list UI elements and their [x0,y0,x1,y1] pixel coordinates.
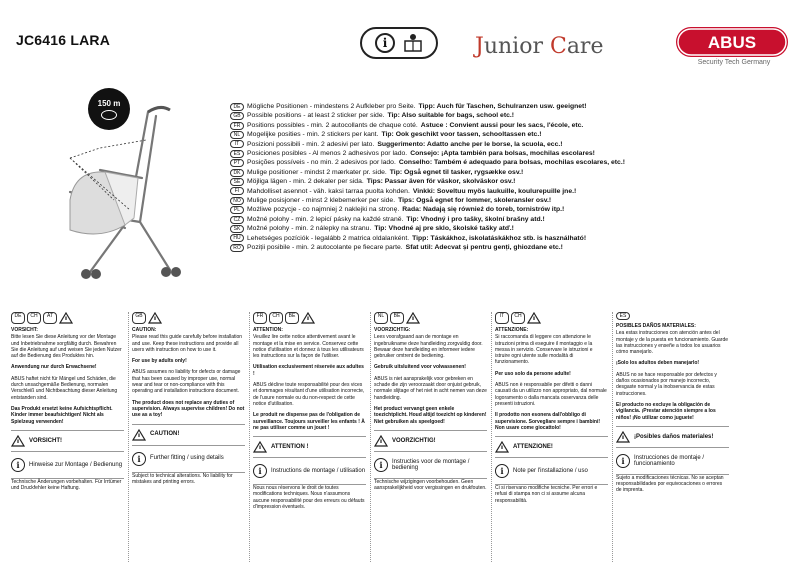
position-row: ES Posiciones posibles - Al menos 2 adhesivos por lado. Consejo: ¡Apta también para bolsas, mochilas escolares! [230,149,800,158]
language-flag: PL [230,206,244,214]
abus-tagline: Security Tech Germany [697,59,771,66]
language-flag: CZ [230,216,244,224]
column-heading: CAUTION: [132,327,157,333]
language-flag: SK [230,225,244,233]
warning-triangle-icon [11,435,25,447]
caution-label: VOORZICHTIG! [392,437,436,444]
position-row: PL Możliwe pozycje - co najmniej 2 naklejki na stronę. Rada: Nadają się również do toreb, tornistrów itp.! [230,205,800,214]
flag-group [253,312,366,324]
liability-text: ABUS décline toute responsabilité pour des vices et dommages résultant d'une utilisation incorrecte, de l'usure normale ou du non-respect de cette notice d'utilisation. [253,382,365,407]
intro-text: Lea estas instrucciones con atención antes del montaje y de la puesta en funcionamiento. Guarde las instrucciones y enseñe a todos los usuarios cómo manejarlo. [616,330,729,356]
read-manual-icon [403,33,423,53]
language-flag: PT [230,159,244,167]
supervision-warning: El producto no excluye la obligación de vigilancia. ¡Prestar atención siempre a los niños! ¡No utilizar como juguete! [616,401,716,421]
info-box [11,452,124,479]
liability-text: ABUS is niet aansprakelijk voor gebreken en schade die zijn veroorzaakt door onjuist gebruik, normale slijtage of het niet in acht nemen van deze handleiding. [374,375,487,401]
info-icon: i [374,458,388,472]
warning-triangle-icon [495,441,509,453]
position-row: CZ Možné polohy - min. 2 lepicí pásky na každé straně. Tip: Vhodný i pro tašky, školní brašny atd.! [230,215,800,224]
language-flag: NL [374,312,388,324]
stroller-illustration [30,100,230,280]
warning-triangle-icon [374,435,388,447]
flag-group [132,312,245,324]
language-flag: DE [11,312,25,324]
info-text: Note per l'installazione / uso [513,468,588,474]
position-row: PT Posições possíveis - no min. 2 adesivos por lado. Conselho: Também é adequado para bolsas, mochilas escolares, etc.! [230,158,800,167]
language-flag: IT [495,312,509,324]
caution-box [11,430,124,452]
language-flag: NL [230,131,244,139]
caution-label: CAUTION! [150,431,180,438]
position-row: GB Possible positions - at least 2 sticker per side. Tip: Also suitable for bags, school etc.! [230,111,800,120]
caution-box [374,430,487,452]
language-flag: GB [132,312,146,324]
warning-triangle-icon [59,312,73,324]
caution-box [495,436,608,458]
info-text: Further fitting / using details [150,455,224,462]
svg-text:ABUS: ABUS [707,33,757,52]
intro-text: Veuillez lire cette notice attentivement avant le montage et la mise en service. Conservez cette notice d'utilisation et donnez à tous les utilisateurs les instructions sur la façon de l'utiliser. [253,334,364,360]
sticker-positions-list [230,102,800,253]
footer-text: Nous nous réservons le droit de toutes modifications techniques. Nous n'assumons aucune responsabilité pour des erreurs ou défauts d'impression éventuels. [253,485,365,511]
column-heading: ATTENZIONE: [495,327,529,333]
info-box [132,446,245,473]
info-text: Instrucciones de montaje / funcionamiento [634,454,705,467]
language-flag: IT [230,140,244,148]
position-row: SE Möjliga lägen - min. 2 dekaler per sida. Tips: Passar även för väskor, skolväskor osv.! [230,177,800,186]
liability-text: ABUS no se hace responsable por defectos y daños ocasionados por manejo incorrecto, desgaste normal y la inobservancia de estas instrucciones. [616,371,717,397]
language-flag: AT [43,312,57,324]
position-row: HU Lehetséges pozíciók - legalább 2 matrica oldalanként. Tipp: Táskákhoz, iskolatáskákhoz stb. is használható! [230,234,800,243]
footer-text: Ci si riservano modifiche tecniche. Per errori e refusi di stampa non ci si assume alcuna responsabilità. [495,485,598,504]
language-flag: BE [390,312,404,324]
column-heading: VORSICHT: [11,327,38,333]
info-box [616,448,729,475]
adults-only-text: Per uso solo da persone adulte! [495,370,571,377]
position-row: SK Možné polohy - min. 2 nálepky na stranu. Tip: Vhodné aj pre sklo, školské tašky atď.! [230,224,800,233]
column-fr [249,312,370,562]
warning-triangle-icon [132,429,146,441]
flag-group [374,312,487,324]
position-row: DE Mögliche Positionen - mindestens 2 Aufkleber pro Seite. Tipp: Auch für Taschen, Schulranzen usw. geeignet! [230,102,800,111]
language-flag: DE [230,103,244,111]
footer-text: Subject to technical alterations. No liability for mistakes and printing errors. [132,472,233,485]
adults-only-text: For use by adults only! [132,358,187,365]
warning-triangle-icon [527,312,541,324]
info-icon: i [132,452,146,466]
language-flag: FR [253,312,267,324]
junior-care-logo: Junior Care [475,34,604,59]
liability-text: ABUS non è responsabile per difetti o danni causati da un utilizzo non appropriato, dal normale logoramento o dalla mancata osservanza delle presenti istruzioni. [495,382,607,407]
range-distance: 150 m [97,98,121,108]
adults-only-text: ¡Solo los adultos deben manejarlo! [616,360,700,367]
info-text: Hinweise zur Montage / Bedienung [29,461,123,468]
language-flag: HU [230,234,244,242]
language-flag: CH [269,312,283,324]
language-columns [8,312,798,562]
supervision-warning: The product does not replace any duties of supervision. Always supervise children! Do not use as a toy! [132,399,245,419]
warning-triangle-icon [148,312,162,324]
info-text: Instructies voor de montage / bediening [392,458,470,471]
liability-text: ABUS haftet nicht für Mängel und Schäden, die durch unsachgemäße Bedienung, normalen Verschleiß und Nichtbeachtung dieser Anleitung entstanden sind. [11,375,118,401]
warning-triangle-icon [253,441,267,453]
intro-text: Lees voorafgaand aan de montage en ingebruikname deze handleiding zorgvuldig door. Bewaar deze handleiding en informeer iedere gebruiker omtrent de bediening. [374,334,483,360]
column-de [8,312,128,562]
adults-only-text: Anwendung nur durch Erwachsene! [11,364,97,371]
supervision-warning: Il prodotto non esonera dall'obbligo di supervisione. Sorvegliare sempre i bambini! Non usare come giocattolo! [495,412,601,431]
flag-group [11,312,124,324]
info-box [253,458,366,485]
flag-group [495,312,608,324]
warning-triangle-icon [301,312,315,324]
language-flag: ES [616,312,630,320]
adults-only-text: Utilisation exclusivement réservée aux adultes ! [253,364,364,377]
caution-box [253,436,366,458]
language-flag: NO [230,197,244,205]
position-row: FI Mahdolliset asennot - väh. kaksi tarraa puolta kohden. Vinkki: Soveltuu myös laukuille, koulurepuille jne.! [230,187,800,196]
info-icon: i [253,464,267,478]
warning-triangle-icon [616,431,630,443]
language-flag: GB [230,112,244,120]
column-heading: ATTENTION: [253,327,283,333]
language-flag: FR [230,122,244,130]
language-flag: SE [230,178,244,186]
language-flag: CH [27,312,41,324]
info-icon: i [616,454,630,468]
column-heading: POSIBLES DAÑOS MATERIALES: [616,323,696,329]
column-gb [128,312,249,562]
position-row: NL Mogelijke posities - min. 2 stickers per kant. Tip: Ook geschikt voor tassen, schooltassen etc.! [230,130,800,139]
language-flag: FI [230,187,244,195]
footer-text: Sujeto a modificaciones técnicas. No se aceptan responsabilidades por equivocaciones o errores de imprenta. [616,474,724,494]
caution-box [616,426,729,448]
manual-icon-group [360,27,438,59]
column-it [491,312,612,562]
caution-label: VORSICHT! [29,437,62,444]
caution-box [132,424,245,446]
supervision-warning: Le produit ne dispense pas de l'obligation de surveillance. Toujours surveiller les enfants ! À ne pas utiliser comme un jouet ! [253,412,365,431]
supervision-warning: Das Produkt ersetzt keine Aufsichtspflicht. Kinder immer beaufsichtigen! Nicht als Spielzeug verwenden! [11,405,113,425]
info-box [374,452,487,479]
info-icon: i [495,464,509,478]
language-flag: ES [230,150,244,158]
caution-label: ATTENZIONE! [513,444,553,450]
language-flag: RO [230,244,244,252]
product-title: JC6416 LARA [16,32,111,48]
position-row: DK Mulige positioner - mindst 2 mærkater pr. side. Tip: Også egnet til tasker, rygsække osv.! [230,168,800,177]
footer-text: Technische Änderungen vorbehalten. Für Irrtümer und Druckfehler keine Haftung. [11,478,122,492]
language-flag: CH [511,312,525,324]
flag-group [616,312,729,320]
info-text: Instructions de montage / utilisation [271,468,366,474]
info-icon: i [11,458,25,472]
footer-text: Technische wijzigingen voorbehouden. Geen aansprakelijkheid voor vergissingen en drukfouten. [374,478,487,492]
position-row: IT Posizioni possibili - min. 2 adesivi per lato. Suggerimento: Adatto anche per le borse, la scuola, ecc.! [230,140,800,149]
language-flag: BE [285,312,299,324]
caution-label: ATTENTION ! [271,444,309,450]
liability-text: ABUS assumes no liability for defects or damage that has been caused by improper use, normal wear and tear or non-compliance with this operating and installation instructions document. [132,369,241,395]
intro-text: Si raccomanda di leggere con attenzione le istruzioni prima di eseguire il montaggio e la messa in servizio. Conservare le istruzioni e istruire ogni utente sulle modalità di funzionamento. [495,334,593,366]
caution-label: ¡Posibles daños materiales! [634,433,714,440]
language-flag: DK [230,169,244,177]
intro-text: Bitte lesen Sie diese Anleitung vor der Montage und Inbetriebnahme sorgfältig durch. Bewahren Sie die Anleitung auf und weisen Sie jeden Nutzer auf die Bedienung des Produktes hin. [11,334,122,360]
info-icon: i [375,33,395,53]
info-box [495,458,608,485]
supervision-warning: Het product vervangt geen enkele toezichtplicht. Houd altijd toezicht op kinderen! Niet gebruiken als speelgoed! [374,405,487,425]
column-heading: VOORZICHTIG: [374,327,411,333]
column-nl [370,312,491,562]
intro-text: Please read this guide carefully before installation and use. Keep these instructions and provide all users with instruction on how to use it. [132,334,243,353]
column-es [612,312,733,562]
warning-triangle-icon [406,312,420,324]
position-row: RO Poziții posibile - min. 2 autocolante pe fiecare parte. Sfat util: Adecvat și pentru genți, ghiozdane etc.! [230,243,800,252]
adults-only-text: Gebruik uitsluitend voor volwassenen! [374,364,466,371]
position-row: FR Positions possibles - min. 2 autocollants de chaque coté. Astuce : Convient aussi pour les sacs, l'école, etc. [230,121,800,130]
position-row: NO Mulige posisjoner - minst 2 klebemerker per side. Tips: Også egnet for lommer, skoleransler osv.! [230,196,800,205]
abus-logo [674,25,790,59]
